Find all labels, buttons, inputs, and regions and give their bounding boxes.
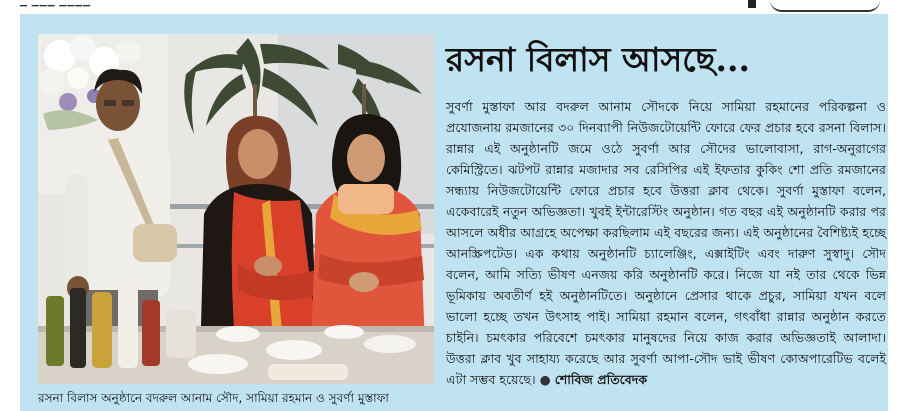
- byline-bullet-icon: ●: [539, 372, 551, 387]
- article-headline: রসনা বিলাস আসছে...: [446, 40, 750, 79]
- article-body-text: সুবর্ণা মুস্তাফা আর বদরুল আনাম সৌদকে নিয়ে সামিয়া রহমানের পরিকল্পনা ও প্রযোজনায় রমজানের ৩০ দিনব্যাপী নিউজটোয়েন্টি ফোরে ফের প্রচার হবে রসনা বিলাস। রান্নার এই অনুষ্ঠানটি জমে ওঠে সুবর্ণা আর সৌদের ভালোবাসা, রাগ-অনুরাগের কেমিস্ট্রিতে। ঝটপট রান্নার মজাদার সব রেসিপির এই ইফতার কুকিং শো প্রতি রমজানের সন্ধ্যায় নিউজটোয়েন্টি ফোরে প্রচার হবে উত্তরা ক্লাব থেকে। সুবর্ণা মুস্তাফা বলেন, একেবারেই নতুন অভিজ্ঞতা। খুবই ইন্টারেস্টিং অনুষ্ঠান। গত বছর এই অনুষ্ঠানটি করার পর আসলে অধীর আগ্রহে অপেক্ষা করছিলাম এই বছরের জন্য। এই অনুষ্ঠানের বৈশিষ্ট্যই হচ্ছে আনস্ক্রিপটেড। এক কথায় অনুষ্ঠানটি চ্যালেঞ্জিং, এক্সাইটিং এবং দারুণ সুস্বাদু। সৌদ বলেন, আমি সত্যি ভীষণ এনজয় করি অনুষ্ঠানটি করে। নিজে যা নই তার থেকে ভিন্ন ভূমিকায় অবতীর্ণ হই অনুষ্ঠানটিতে। অনুষ্ঠানে প্রেসার থাকে প্রচুর, সামিয়া যখন বলে ভালো হচ্ছে তখন উৎসাহ পাই। সামিয়া রহমান বলেন, গৎবাঁধা রান্নার অনুষ্ঠান করতে চাইনি। চমৎকার পরিবেশে চমৎকার মানুষদের নিয়ে কাজ করার অভিজ্ঞতাই আলাদা। উত্তরা ক্লাব খুব সাহায্য করেছে আর সুবর্ণা আপা-সৌদ ভাই ভীষণ কোঅপারেটিভ বলেই এটা সম্ভব হয়েছে।: [446, 99, 886, 387]
- top-strip: [0, 0, 897, 14]
- photo-illustration: [38, 34, 434, 384]
- article-panel: [20, 14, 888, 411]
- article-byline: শোবিজ প্রতিবেদক: [554, 372, 648, 387]
- cropped-sketch: [770, 0, 880, 12]
- cropped-mark: [748, 0, 756, 8]
- article-body: [446, 96, 886, 390]
- article-photo: [38, 34, 434, 384]
- photo-caption: রসনা বিলাস অনুষ্ঠানে বদরুল আনাম সৌদ, সামিয়া রহমান ও সুবর্ণা মুস্তাফা: [38, 391, 389, 405]
- cropped-text-fragment: ▁ ▁▁▁ ▁▁▁▁: [20, 0, 92, 7]
